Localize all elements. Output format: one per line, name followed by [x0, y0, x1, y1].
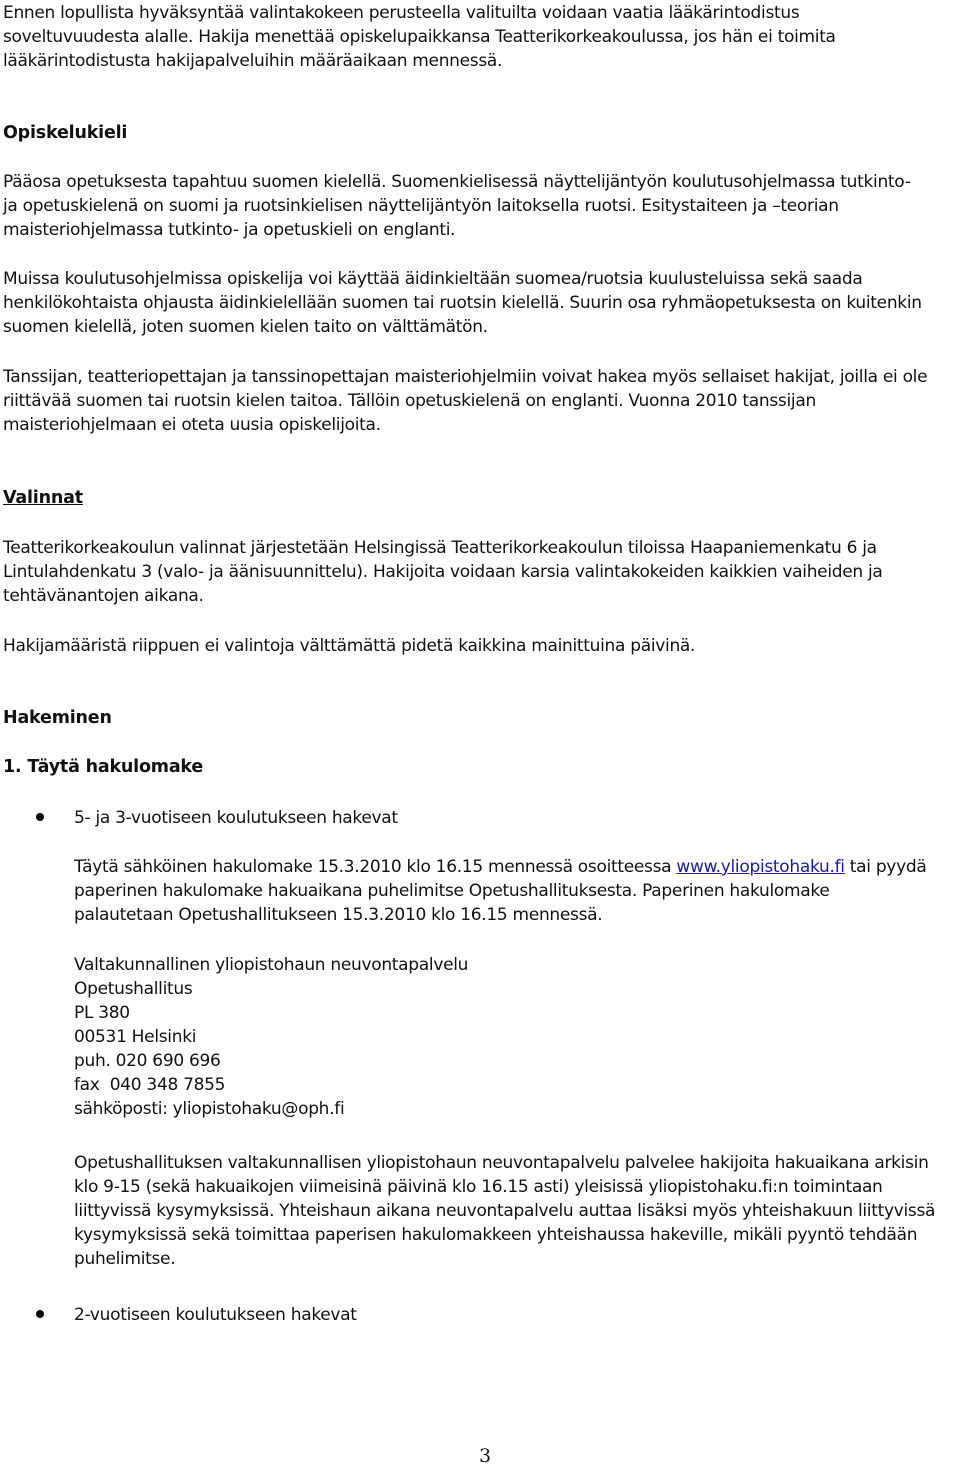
heading-opiskelukieli: Opiskelukieli	[3, 123, 128, 143]
heading-hakeminen: Hakeminen	[3, 708, 112, 728]
language-p3-line-3: maisteriohjelmaan ei oteta uusia opiskelijoita.	[3, 415, 381, 435]
info-line-3: liittyvissä kysymyksissä. Yhteishaun aikana neuvontapalvelu auttaa lisäksi myös yhteishakuun liittyvissä	[74, 1201, 936, 1221]
contact-name: Valtakunnallinen yliopistohaun neuvontapalvelu	[74, 955, 469, 975]
selection-p1-line-1: Teatterikorkeakoulun valinnat järjestetään Helsingissä Teatterikorkeakoulun tiloissa Haapaniemenkatu 6 ja	[3, 538, 877, 558]
apply-line-3: palautetaan Opetushallitukseen 15.3.2010 klo 16.15 mennessä.	[74, 905, 603, 925]
heading-valinnat: Valinnat	[3, 488, 83, 508]
language-p3-line-1: Tanssijan, teatteriopettajan ja tanssinopettajan maisteriohjelmiin voivat hakea myös sellaiset hakijat, joilla ei ole	[3, 367, 928, 387]
page-number: 3	[478, 1445, 492, 1467]
language-p2-line-1: Muissa koulutusohjelmissa opiskelija voi käyttää äidinkieltään suomea/ruotsia kuulusteluissa sekä saada	[3, 269, 863, 289]
info-line-4: kysymyksissä sekä toimittaa paperisen hakulomakkeen yhteishaussa hakeville, mikäli pyyntö tehdään	[74, 1225, 918, 1245]
bullet-icon	[36, 1310, 44, 1318]
contact-email: sähköposti: yliopistohaku@oph.fi	[74, 1099, 345, 1119]
language-p1-line-1: Pääosa opetuksesta tapahtuu suomen kielellä. Suomenkielisessä näyttelijäntyön koulutusohjelmassa tutkinto-	[3, 172, 911, 192]
contact-org: Opetushallitus	[74, 979, 193, 999]
selection-p2: Hakijamääristä riippuen ei valintoja välttämättä pidetä kaikkina mainittuina päivinä.	[3, 636, 696, 656]
bullet-icon	[36, 813, 44, 821]
language-p1-line-2: ja opetuskielenä on suomi ja ruotsinkielisen näyttelijäntyön laitoksella ruotsi. Esitystaiteen ja –teorian	[3, 196, 839, 216]
bullet-1-title: 5- ja 3-vuotiseen koulutukseen hakevat	[74, 808, 398, 828]
language-p1-line-3: maisteriohjelmassa tutkinto- ja opetuskieli on englanti.	[3, 220, 456, 240]
language-p2-line-2: henkilökohtaista ohjausta äidinkielellään suomen tai ruotsin kielellä. Suurin osa ryhmäopetuksesta on kuitenkin	[3, 293, 922, 313]
language-p3-line-2: riittävää suomen tai ruotsin kielen taitoa. Tällöin opetuskielenä on englanti. Vuonna 2010 tanssijan	[3, 391, 816, 411]
selection-p1-line-3: tehtävänantojen aikana.	[3, 586, 204, 606]
contact-city: 00531 Helsinki	[74, 1027, 197, 1047]
language-p2-line-3: suomen kielellä, joten suomen kielen taito on välttämätön.	[3, 317, 488, 337]
intro-line-2: soveltuvuudesta alalle. Hakija menettää opiskelupaikkansa Teatterikorkeakoulussa, jos hän ei toimita	[3, 27, 836, 47]
intro-line-1: Ennen lopullista hyväksyntää valintakokeen perusteella valituilta voidaan vaatia lääkärintodistus	[3, 3, 800, 23]
bullet-2-title: 2-vuotiseen koulutukseen hakevat	[74, 1305, 357, 1325]
apply-text-pre: Täytä sähköinen hakulomake 15.3.2010 klo 16.15 mennessä osoitteessa	[74, 857, 677, 877]
info-line-2: klo 9-15 (sekä hakuaikojen viimeisinä päivinä klo 16.15 asti) yleisissä yliopistohaku.fi:n toimintaan	[74, 1177, 883, 1197]
info-line-1: Opetushallituksen valtakunnallisen yliopistohaun neuvontapalvelu palvelee hakijoita hakuaikana arkisin	[74, 1153, 929, 1173]
yliopistohaku-link[interactable]: www.yliopistohaku.fi	[676, 857, 845, 877]
contact-box: PL 380	[74, 1003, 130, 1023]
step-heading: 1. Täytä hakulomake	[3, 757, 204, 777]
apply-line-1	[74, 855, 926, 879]
apply-line-2: paperinen hakulomake hakuaikana puhelimitse Opetushallituksesta. Paperinen hakulomake	[74, 881, 830, 901]
intro-line-3: lääkärintodistusta hakijapalveluihin määräaikaan mennessä.	[3, 51, 503, 71]
contact-fax: fax 040 348 7855	[74, 1075, 226, 1095]
apply-text-post: tai pyydä	[844, 857, 927, 877]
contact-phone: puh. 020 690 696	[74, 1051, 221, 1071]
info-line-5: puhelimitse.	[74, 1249, 176, 1269]
selection-p1-line-2: Lintulahdenkatu 3 (valo- ja äänisuunnittelu). Hakijoita voidaan karsia valintakokeiden kaikkien vaiheiden ja	[3, 562, 883, 582]
